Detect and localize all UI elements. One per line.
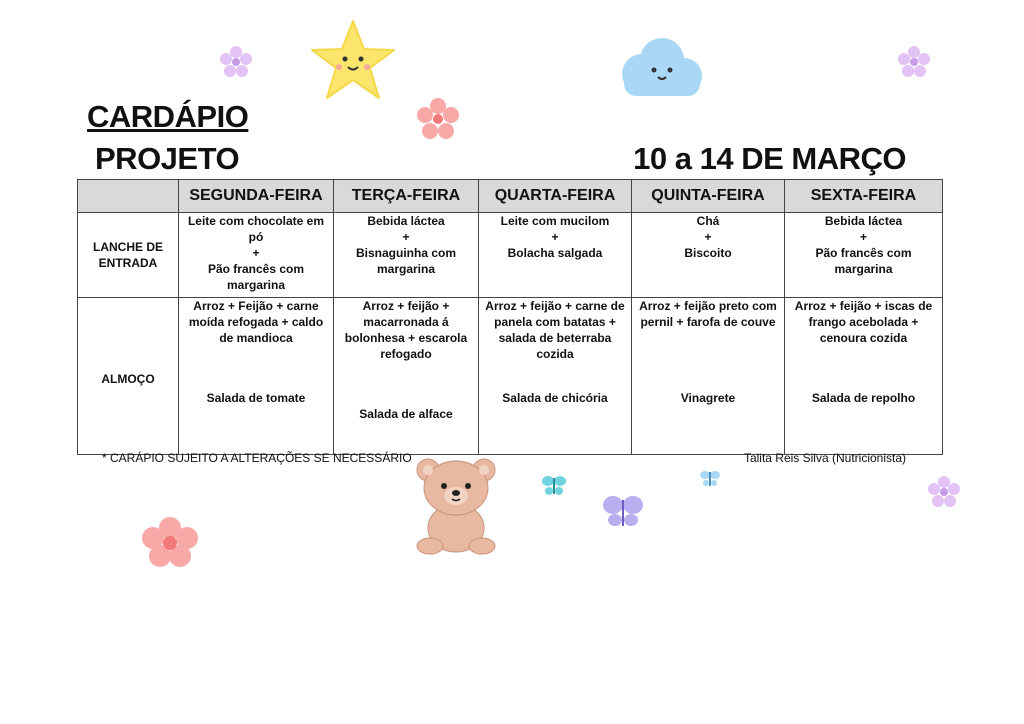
disclaimer-note: * CARÁPIO SUJEITO A ALTERAÇÕES SE NECESSÁRIO: [102, 451, 412, 465]
side-dish: Salada de alface: [359, 407, 453, 421]
star-icon: [309, 17, 397, 105]
table-row: [78, 298, 943, 455]
meal-label: LANCHE DE ENTRADA: [78, 213, 179, 298]
butterfly-icon: [699, 468, 721, 490]
menu-item: Bolacha salgada: [507, 246, 603, 260]
plus-sign: +: [551, 230, 559, 244]
butterfly-icon: [540, 472, 568, 500]
side-dish: Salada de repolho: [811, 391, 916, 405]
plus-sign: +: [252, 246, 260, 260]
day-header: QUARTA-FEIRA: [479, 180, 632, 213]
menu-cell: [334, 213, 479, 298]
day-header: TERÇA-FEIRA: [334, 180, 479, 213]
menu-cell: [179, 298, 334, 455]
menu-item: Biscoito: [684, 246, 732, 260]
day-header: SEXTA-FEIRA: [785, 180, 943, 213]
side-dish: Salada de chicória: [502, 391, 608, 405]
menu-item: Pão francês com margarina: [815, 246, 912, 276]
plus-sign: +: [859, 230, 867, 244]
table-corner: [78, 180, 179, 213]
menu-table: [77, 179, 943, 455]
side-dish: Salada de tomate: [206, 391, 306, 405]
menu-cell: [632, 298, 785, 455]
flower-icon: [140, 516, 200, 568]
main-dish: Arroz + feijão + macarronada á bolonhesa + escarola refogado: [344, 299, 468, 361]
menu-cell: [632, 213, 785, 298]
flower-icon: [926, 474, 962, 510]
table-row: [78, 213, 943, 298]
flower-icon: [896, 44, 932, 80]
butterfly-icon: [600, 492, 646, 532]
day-header: QUINTA-FEIRA: [632, 180, 785, 213]
side-dish: Vinagrete: [680, 391, 736, 405]
menu-item: Chá: [696, 214, 720, 228]
menu-cell: [785, 298, 943, 455]
menu-cell: [479, 213, 632, 298]
main-dish: Arroz + feijão preto com pernil + farofa de couve: [639, 299, 777, 329]
menu-item: Bebida láctea: [367, 214, 445, 228]
nutritionist-signature: Talita Reis Silva (Nutricionista): [743, 451, 906, 465]
plus-sign: +: [704, 230, 712, 244]
date-range: 10 a 14 DE MARÇO: [633, 141, 906, 176]
menu-item: Leite com mucilom: [500, 214, 610, 228]
menu-item: Leite com chocolate em pó: [187, 214, 325, 244]
project-label: PROJETO: [95, 141, 240, 176]
menu-item: Pão francês com margarina: [207, 262, 305, 292]
menu-item: Bebida láctea: [824, 214, 903, 228]
meal-label: ALMOÇO: [78, 298, 179, 455]
flower-icon: [415, 96, 461, 142]
day-header: SEGUNDA-FEIRA: [179, 180, 334, 213]
cloud-icon: [612, 32, 708, 104]
menu-cell: [334, 298, 479, 455]
plus-sign: +: [402, 230, 410, 244]
teddy-bear-icon: [408, 456, 504, 556]
flower-icon: [218, 44, 254, 80]
menu-item: Bisnaguinha com margarina: [355, 246, 456, 276]
main-dish: Arroz + feijão + carne de panela com batatas + salada de beterraba cozida: [485, 299, 625, 361]
menu-cell: [479, 298, 632, 455]
main-dish: Arroz + feijão + iscas de frango acebolada + cenoura cozida: [794, 299, 933, 345]
menu-cell: [785, 213, 943, 298]
page-title: CARDÁPIO: [87, 99, 249, 134]
table-header-row: [78, 180, 943, 213]
main-dish: Arroz + Feijão + carne moída refogada + caldo de mandioca: [188, 299, 324, 345]
menu-cell: [179, 213, 334, 298]
